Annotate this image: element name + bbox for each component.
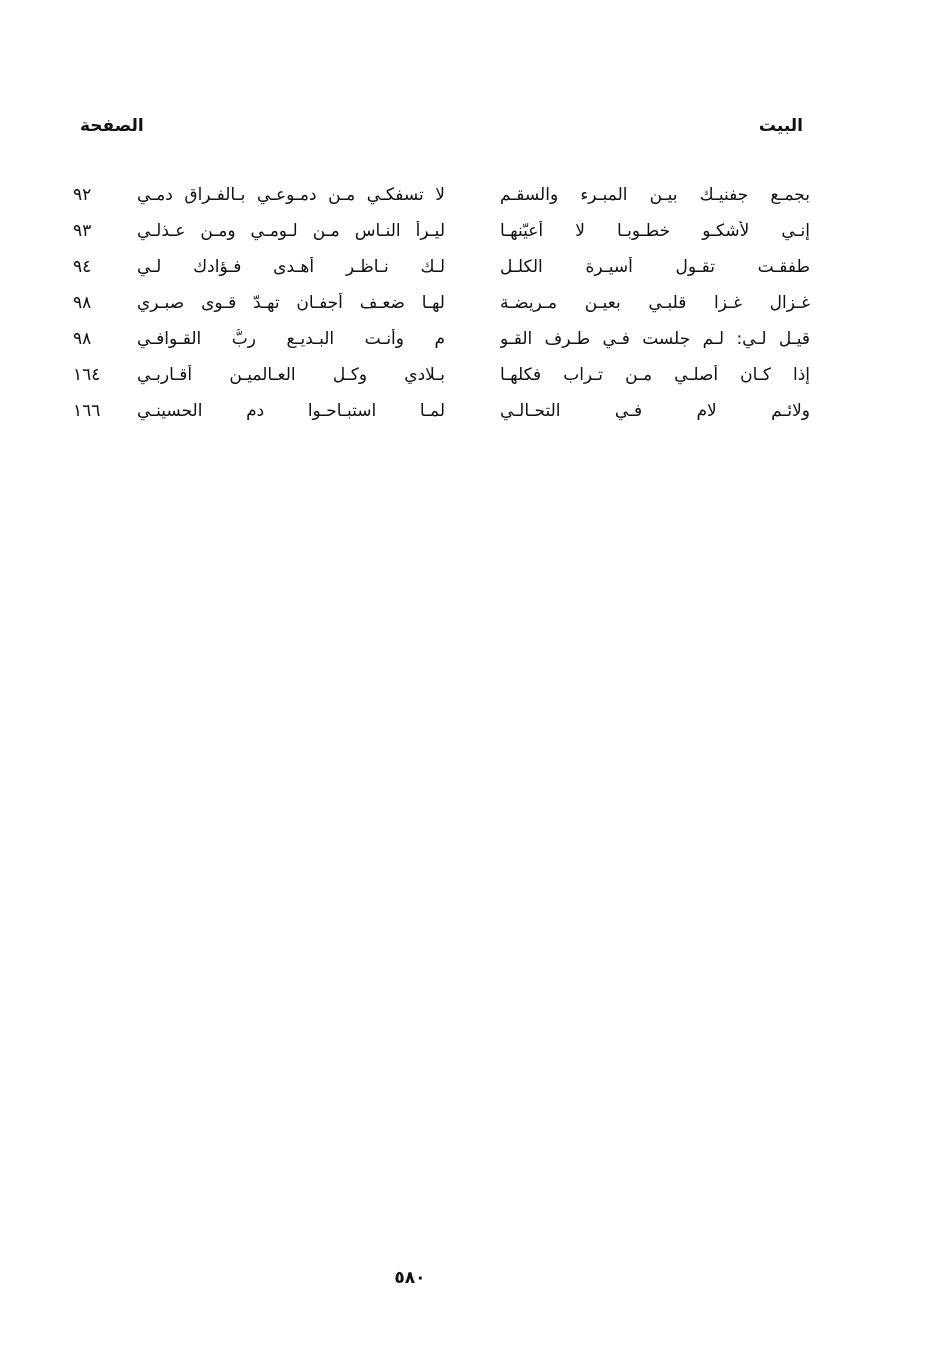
table-row: [70, 293, 810, 329]
page-number-cell: ٩٨: [73, 329, 92, 349]
second-hemistich: لهـا ضعـف أجفـان تهـدّ قـوى صبـري: [137, 293, 445, 313]
second-hemistich: لـك نـاظـر أهـدى فـؤادك لـي: [137, 257, 445, 277]
first-hemistich: بجمـع جفنيـك بيـن المبـرء والسقـم: [500, 185, 810, 205]
second-hemistich: لا تسفكـي مـن دمـوعـي بـالفـراق دمـي: [137, 185, 445, 205]
first-hemistich: طفقـت تقـول أسيـرة الكلـل: [500, 257, 810, 277]
first-hemistich: إنـي لأشكـو خطـوبـا لا أعيّنهـا: [500, 221, 810, 241]
first-hemistich: ولائـم لام فـي التحـالـي: [500, 401, 810, 421]
table-row: [70, 401, 810, 437]
page-number-cell: ٩٢: [73, 185, 92, 205]
table-row: [70, 257, 810, 293]
second-hemistich: م وأنـت البـديـع ربُّ القـوافـي: [137, 329, 445, 349]
table-row: [70, 329, 810, 365]
second-hemistich: لمـا استبـاحـوا دم الحسينـي: [137, 401, 445, 421]
first-hemistich: إذا كـان أصلـي مـن تـراب فكلهـا: [500, 365, 810, 385]
page-column-header: الصفحة: [80, 116, 144, 136]
second-hemistich: ليـرأ النـاس مـن لـومـي ومـن عـذلـي: [137, 221, 445, 241]
page-number-cell: ١٦٦: [73, 401, 101, 421]
first-hemistich: غـزال غـزا قلبـي بعيـن مـريضـة: [500, 293, 810, 313]
page-number-cell: ١٦٤: [73, 365, 101, 385]
first-hemistich: قيـل لـي: لـم جلست فـي طـرف القـو: [500, 329, 810, 349]
page-number-cell: ٩٨: [73, 293, 92, 313]
page-number-cell: ٩٤: [73, 257, 92, 277]
table-row: [70, 185, 810, 221]
second-hemistich: بـلادي وكـل العـالميـن أقـاربـي: [137, 365, 445, 385]
page-number-cell: ٩٣: [73, 221, 92, 241]
table-row: [70, 221, 810, 257]
page-number: ٥٨٠: [394, 1268, 426, 1288]
table-row: [70, 365, 810, 401]
verse-column-header: البيت: [758, 116, 803, 136]
verse-index-table: [70, 185, 810, 437]
